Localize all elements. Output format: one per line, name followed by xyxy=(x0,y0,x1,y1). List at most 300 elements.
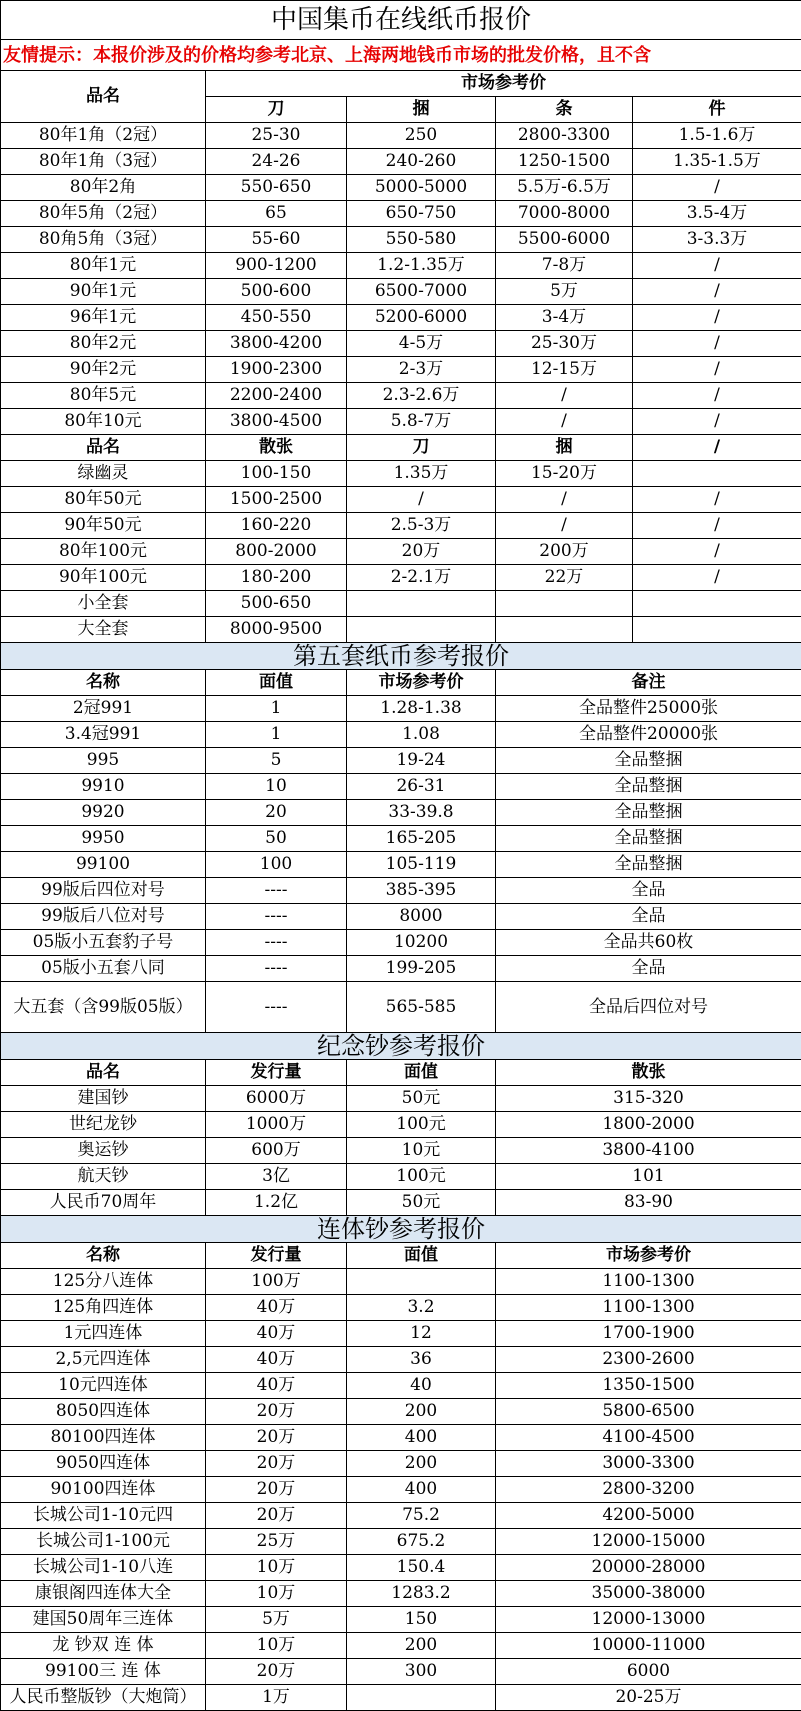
table-row xyxy=(1,1607,801,1633)
table-cell: 20 xyxy=(206,800,347,826)
table-cell: 2-2.1万 xyxy=(347,565,496,591)
table-cell: 125分八连体 xyxy=(1,1269,206,1295)
table-row xyxy=(1,748,801,774)
table-cell: / xyxy=(496,383,633,409)
table-cell: 20万 xyxy=(206,1399,347,1425)
table-row xyxy=(1,774,801,800)
table-cell: ---- xyxy=(206,930,347,956)
table-cell: 长城公司1-100元 xyxy=(1,1529,206,1555)
table-cell: 675.2 xyxy=(347,1529,496,1555)
table-cell: 1900-2300 xyxy=(206,357,347,383)
table-cell: 90年1元 xyxy=(1,279,206,305)
table-row xyxy=(1,1086,801,1112)
section3-title-row xyxy=(1,1033,801,1060)
table-cell: 36 xyxy=(347,1347,496,1373)
sub-header-cell: 品名 xyxy=(1,435,206,461)
table-cell: 80年10元 xyxy=(1,409,206,435)
table-row xyxy=(1,227,801,253)
table-cell: 50元 xyxy=(347,1086,496,1112)
table-cell: 8000-9500 xyxy=(206,617,347,643)
table-cell: / xyxy=(496,409,633,435)
table-row xyxy=(1,1190,801,1216)
table-cell: 全品 xyxy=(496,956,801,982)
table-cell: 600万 xyxy=(206,1138,347,1164)
column-header: 发行量 xyxy=(206,1060,347,1086)
table-row xyxy=(1,279,801,305)
table-cell: 12000-15000 xyxy=(496,1529,801,1555)
table-cell: 5 xyxy=(206,748,347,774)
table-cell: 199-205 xyxy=(347,956,496,982)
table-cell: 40 xyxy=(347,1373,496,1399)
table-row xyxy=(1,1138,801,1164)
table-cell: / xyxy=(633,331,801,357)
table-cell: 航天钞 xyxy=(1,1164,206,1190)
table-row xyxy=(1,1685,801,1711)
unit-header-jian: 件 xyxy=(633,97,801,123)
table-cell: 83-90 xyxy=(496,1190,801,1216)
column-header: 市场参考价 xyxy=(347,670,496,696)
table-cell: / xyxy=(633,539,801,565)
table-cell: 9950 xyxy=(1,826,206,852)
table-cell: 20万 xyxy=(206,1477,347,1503)
table-cell: 1.5-1.6万 xyxy=(633,123,801,149)
table-row xyxy=(1,461,801,487)
table-cell: 90年2元 xyxy=(1,357,206,383)
table-cell: 40万 xyxy=(206,1321,347,1347)
table-cell: 150.4 xyxy=(347,1555,496,1581)
table-row xyxy=(1,617,801,643)
table-cell: 50 xyxy=(206,826,347,852)
table-cell xyxy=(347,1685,496,1711)
table-cell: 315-320 xyxy=(496,1086,801,1112)
table-cell: 80年1元 xyxy=(1,253,206,279)
table-cell: 3800-4500 xyxy=(206,409,347,435)
table-row xyxy=(1,1555,801,1581)
table-row xyxy=(1,1295,801,1321)
table-cell: 80年50元 xyxy=(1,487,206,513)
table-cell: 3.2 xyxy=(347,1295,496,1321)
table-row xyxy=(1,331,801,357)
table-cell: 全品整件25000张 xyxy=(496,696,801,722)
table-row xyxy=(1,513,801,539)
table-cell: 80年100元 xyxy=(1,539,206,565)
table-cell: 80年1角（3冠） xyxy=(1,149,206,175)
table-cell: 80年5角（2冠） xyxy=(1,201,206,227)
table-cell: 长城公司1-10八连 xyxy=(1,1555,206,1581)
column-header: 品名 xyxy=(1,1060,206,1086)
table-cell: 10万 xyxy=(206,1633,347,1659)
table-cell: 1800-2000 xyxy=(496,1112,801,1138)
table-cell: 100 xyxy=(206,852,347,878)
table-cell: / xyxy=(633,357,801,383)
table-cell: 3.4冠991 xyxy=(1,722,206,748)
table-cell: 5万 xyxy=(496,279,633,305)
table-row xyxy=(1,201,801,227)
table-cell: 全品整捆 xyxy=(496,852,801,878)
market-header: 市场参考价 xyxy=(206,71,801,97)
table-cell: 99100 xyxy=(1,852,206,878)
table-cell: ---- xyxy=(206,982,347,1033)
table-row xyxy=(1,1164,801,1190)
table-cell: 5500-6000 xyxy=(496,227,633,253)
table-cell: 96年1元 xyxy=(1,305,206,331)
table-row xyxy=(1,1477,801,1503)
table-row xyxy=(1,1373,801,1399)
table-cell: 90年50元 xyxy=(1,513,206,539)
table-cell: 3.5-4万 xyxy=(633,201,801,227)
title-row xyxy=(1,1,801,40)
table-cell: 10元 xyxy=(347,1138,496,1164)
section3-header-row xyxy=(1,1060,801,1086)
table-row xyxy=(1,930,801,956)
table-row xyxy=(1,565,801,591)
table-cell: 05版小五套八同 xyxy=(1,956,206,982)
table-cell: 全品整捆 xyxy=(496,748,801,774)
unit-header-kun: 捆 xyxy=(347,97,496,123)
table-cell: 165-205 xyxy=(347,826,496,852)
section1-header-row xyxy=(1,71,801,97)
table-cell: 90100四连体 xyxy=(1,1477,206,1503)
table-cell: / xyxy=(633,513,801,539)
table-cell: 160-220 xyxy=(206,513,347,539)
section-title: 连体钞参考报价 xyxy=(1,1216,801,1243)
sub-header-cell: 刀 xyxy=(347,435,496,461)
table-cell: 康银阁四连体大全 xyxy=(1,1581,206,1607)
table-row xyxy=(1,149,801,175)
table-cell: 1500-2500 xyxy=(206,487,347,513)
table-cell: / xyxy=(633,565,801,591)
table-row xyxy=(1,539,801,565)
table-cell: 5万 xyxy=(206,1607,347,1633)
section-title: 纪念钞参考报价 xyxy=(1,1033,801,1060)
column-header: 面值 xyxy=(347,1060,496,1086)
table-row xyxy=(1,1399,801,1425)
table-cell: 9920 xyxy=(1,800,206,826)
table-cell: 125角四连体 xyxy=(1,1295,206,1321)
table-cell: / xyxy=(347,487,496,513)
table-row xyxy=(1,123,801,149)
table-row xyxy=(1,1633,801,1659)
table-cell: 25-30 xyxy=(206,123,347,149)
table-cell: 22万 xyxy=(496,565,633,591)
table-cell: 3800-4200 xyxy=(206,331,347,357)
table-cell: 80年2角 xyxy=(1,175,206,201)
table-cell: 500-600 xyxy=(206,279,347,305)
column-header: 面值 xyxy=(206,670,347,696)
table-cell: 12-15万 xyxy=(496,357,633,383)
table-cell xyxy=(496,591,633,617)
table-cell: 100元 xyxy=(347,1112,496,1138)
table-cell: / xyxy=(633,409,801,435)
table-cell: 80年1角（2冠） xyxy=(1,123,206,149)
table-cell: 10 xyxy=(206,774,347,800)
table-row xyxy=(1,383,801,409)
table-cell: 20万 xyxy=(206,1425,347,1451)
table-cell: 10万 xyxy=(206,1555,347,1581)
section-title: 第五套纸币参考报价 xyxy=(1,643,801,670)
table-row xyxy=(1,1659,801,1685)
table-cell: 99100三 连 体 xyxy=(1,1659,206,1685)
page-title: 中国集币在线纸币报价 xyxy=(1,1,801,40)
table-cell: 80年5元 xyxy=(1,383,206,409)
table-cell: 5800-6500 xyxy=(496,1399,801,1425)
table-cell xyxy=(633,461,801,487)
table-row xyxy=(1,1321,801,1347)
table-cell: 75.2 xyxy=(347,1503,496,1529)
table-cell: 300 xyxy=(347,1659,496,1685)
table-cell: 550-650 xyxy=(206,175,347,201)
table-cell: 4100-4500 xyxy=(496,1425,801,1451)
table-cell: ---- xyxy=(206,956,347,982)
table-cell: 80100四连体 xyxy=(1,1425,206,1451)
table-cell: 7-8万 xyxy=(496,253,633,279)
table-cell: 大全套 xyxy=(1,617,206,643)
table-cell: 650-750 xyxy=(347,201,496,227)
table-cell: 25万 xyxy=(206,1529,347,1555)
table-cell: 200 xyxy=(347,1633,496,1659)
table-cell xyxy=(633,617,801,643)
name-header: 品名 xyxy=(1,71,206,123)
unit-header-dao: 刀 xyxy=(206,97,347,123)
table-cell: 250 xyxy=(347,123,496,149)
table-row xyxy=(1,175,801,201)
table-cell: 20万 xyxy=(206,1659,347,1685)
table-cell: 100元 xyxy=(347,1164,496,1190)
table-cell: 25-30万 xyxy=(496,331,633,357)
table-cell: 全品共60枚 xyxy=(496,930,801,956)
column-header: 散张 xyxy=(496,1060,801,1086)
table-cell: 10000-11000 xyxy=(496,1633,801,1659)
table-cell: 全品整捆 xyxy=(496,774,801,800)
table-cell: 40万 xyxy=(206,1373,347,1399)
table-cell: 20万 xyxy=(206,1503,347,1529)
table-cell: 400 xyxy=(347,1425,496,1451)
notice-row xyxy=(1,40,801,71)
table-cell: 1.35万 xyxy=(347,461,496,487)
table-cell: 9050四连体 xyxy=(1,1451,206,1477)
table-cell: 100万 xyxy=(206,1269,347,1295)
table-cell: 长城公司1-10元四 xyxy=(1,1503,206,1529)
table-cell: 19-24 xyxy=(347,748,496,774)
table-cell: 奥运钞 xyxy=(1,1138,206,1164)
table-cell: 90年100元 xyxy=(1,565,206,591)
table-cell: 9910 xyxy=(1,774,206,800)
table-cell: 世纪龙钞 xyxy=(1,1112,206,1138)
table-cell: 10200 xyxy=(347,930,496,956)
table-cell: 80角5角（3冠） xyxy=(1,227,206,253)
table-cell: 3800-4100 xyxy=(496,1138,801,1164)
table-cell: 800-2000 xyxy=(206,539,347,565)
table-row xyxy=(1,956,801,982)
column-header: 市场参考价 xyxy=(496,1243,801,1269)
table-cell: 385-395 xyxy=(347,878,496,904)
table-cell: 2冠991 xyxy=(1,696,206,722)
table-cell: 1万 xyxy=(206,1685,347,1711)
table-cell: 人民币70周年 xyxy=(1,1190,206,1216)
table-cell: 建国钞 xyxy=(1,1086,206,1112)
table-cell: 24-26 xyxy=(206,149,347,175)
table-cell: 3-4万 xyxy=(496,305,633,331)
table-cell: / xyxy=(633,253,801,279)
table-cell: ---- xyxy=(206,904,347,930)
table-cell: 1100-1300 xyxy=(496,1295,801,1321)
sub-header-cell: / xyxy=(633,435,801,461)
table-cell: 1元四连体 xyxy=(1,1321,206,1347)
table-cell: 200 xyxy=(347,1451,496,1477)
table-cell: 10万 xyxy=(206,1581,347,1607)
table-cell: 450-550 xyxy=(206,305,347,331)
table-row xyxy=(1,852,801,878)
section2-title-row xyxy=(1,643,801,670)
table-cell: 20-25万 xyxy=(496,1685,801,1711)
table-cell: 200 xyxy=(347,1399,496,1425)
table-cell: 5200-6000 xyxy=(347,305,496,331)
table-cell: 建国50周年三连体 xyxy=(1,1607,206,1633)
table-cell: 1250-1500 xyxy=(496,149,633,175)
table-cell: 40万 xyxy=(206,1295,347,1321)
table-cell xyxy=(496,617,633,643)
table-cell: / xyxy=(496,513,633,539)
section2-header-row xyxy=(1,670,801,696)
table-cell: 全品整捆 xyxy=(496,826,801,852)
section4-header-row xyxy=(1,1243,801,1269)
table-cell: 2300-2600 xyxy=(496,1347,801,1373)
table-row xyxy=(1,487,801,513)
table-cell: 1.2亿 xyxy=(206,1190,347,1216)
table-cell: 3亿 xyxy=(206,1164,347,1190)
table-cell: 龙 钞双 连 体 xyxy=(1,1633,206,1659)
table-cell: 33-39.8 xyxy=(347,800,496,826)
table-cell: ---- xyxy=(206,878,347,904)
table-cell: 1283.2 xyxy=(347,1581,496,1607)
table-cell: 180-200 xyxy=(206,565,347,591)
table-cell: 400 xyxy=(347,1477,496,1503)
table-cell: 1.35-1.5万 xyxy=(633,149,801,175)
table-cell: 全品 xyxy=(496,878,801,904)
table-row xyxy=(1,696,801,722)
table-cell: 2.3-2.6万 xyxy=(347,383,496,409)
table-cell: 105-119 xyxy=(347,852,496,878)
table-row xyxy=(1,1112,801,1138)
table-cell: 500-650 xyxy=(206,591,347,617)
table-cell: 99版后八位对号 xyxy=(1,904,206,930)
table-cell: 人民币整版钞（大炮筒） xyxy=(1,1685,206,1711)
table-row xyxy=(1,1529,801,1555)
table-cell: 2800-3300 xyxy=(496,123,633,149)
table-cell: 全品整捆 xyxy=(496,800,801,826)
table-cell: 05版小五套豹子号 xyxy=(1,930,206,956)
table-cell: 26-31 xyxy=(347,774,496,800)
table-cell: 240-260 xyxy=(347,149,496,175)
table-cell: 150 xyxy=(347,1607,496,1633)
table-cell: 6500-7000 xyxy=(347,279,496,305)
table-cell: 12 xyxy=(347,1321,496,1347)
table-cell: 20万 xyxy=(206,1451,347,1477)
price-table-body xyxy=(1,1,801,1711)
table-cell: 6000 xyxy=(496,1659,801,1685)
table-cell: 900-1200 xyxy=(206,253,347,279)
sub-header-row xyxy=(1,435,801,461)
column-header: 面值 xyxy=(347,1243,496,1269)
table-cell: 5000-5000 xyxy=(347,175,496,201)
table-cell: 3000-3300 xyxy=(496,1451,801,1477)
table-cell: 全品后四位对号 xyxy=(496,982,801,1033)
table-cell: 全品 xyxy=(496,904,801,930)
table-cell: 2.5-3万 xyxy=(347,513,496,539)
table-row xyxy=(1,305,801,331)
table-cell: 4200-5000 xyxy=(496,1503,801,1529)
table-cell: 35000-38000 xyxy=(496,1581,801,1607)
table-cell: / xyxy=(496,487,633,513)
sub-header-cell: 散张 xyxy=(206,435,347,461)
table-cell: 5.5万-6.5万 xyxy=(496,175,633,201)
table-cell xyxy=(347,617,496,643)
table-row xyxy=(1,1503,801,1529)
table-cell: / xyxy=(633,175,801,201)
table-cell: 40万 xyxy=(206,1347,347,1373)
table-cell xyxy=(633,591,801,617)
table-cell: 20万 xyxy=(347,539,496,565)
column-header: 发行量 xyxy=(206,1243,347,1269)
table-cell: 5.8-7万 xyxy=(347,409,496,435)
table-cell: 2200-2400 xyxy=(206,383,347,409)
table-cell: 12000-13000 xyxy=(496,1607,801,1633)
table-cell: 20000-28000 xyxy=(496,1555,801,1581)
table-cell: 995 xyxy=(1,748,206,774)
table-cell: 100-150 xyxy=(206,461,347,487)
column-header: 名称 xyxy=(1,670,206,696)
table-cell: 1100-1300 xyxy=(496,1269,801,1295)
table-cell: 1.08 xyxy=(347,722,496,748)
table-cell: 15-20万 xyxy=(496,461,633,487)
table-cell: / xyxy=(633,383,801,409)
table-cell: 2,5元四连体 xyxy=(1,1347,206,1373)
table-cell xyxy=(347,591,496,617)
table-cell: 550-580 xyxy=(347,227,496,253)
table-cell: 565-585 xyxy=(347,982,496,1033)
table-cell: 1350-1500 xyxy=(496,1373,801,1399)
table-cell: 小全套 xyxy=(1,591,206,617)
table-cell: 1 xyxy=(206,696,347,722)
table-cell: 80年2元 xyxy=(1,331,206,357)
table-cell: 99版后四位对号 xyxy=(1,878,206,904)
table-cell: 7000-8000 xyxy=(496,201,633,227)
table-cell: 8000 xyxy=(347,904,496,930)
table-cell: 101 xyxy=(496,1164,801,1190)
table-row xyxy=(1,1425,801,1451)
table-cell: 绿幽灵 xyxy=(1,461,206,487)
table-cell: 1 xyxy=(206,722,347,748)
table-row xyxy=(1,826,801,852)
table-row xyxy=(1,982,801,1033)
table-cell: 10元四连体 xyxy=(1,1373,206,1399)
table-cell: 55-60 xyxy=(206,227,347,253)
table-cell: / xyxy=(633,279,801,305)
table-cell: 4-5万 xyxy=(347,331,496,357)
sub-header-cell: 捆 xyxy=(496,435,633,461)
table-cell: 1.2-1.35万 xyxy=(347,253,496,279)
table-row xyxy=(1,1451,801,1477)
table-row xyxy=(1,253,801,279)
table-row xyxy=(1,1347,801,1373)
table-row xyxy=(1,591,801,617)
table-row xyxy=(1,357,801,383)
table-cell xyxy=(347,1269,496,1295)
table-cell: 2800-3200 xyxy=(496,1477,801,1503)
table-row xyxy=(1,800,801,826)
table-cell: 200万 xyxy=(496,539,633,565)
table-row xyxy=(1,722,801,748)
